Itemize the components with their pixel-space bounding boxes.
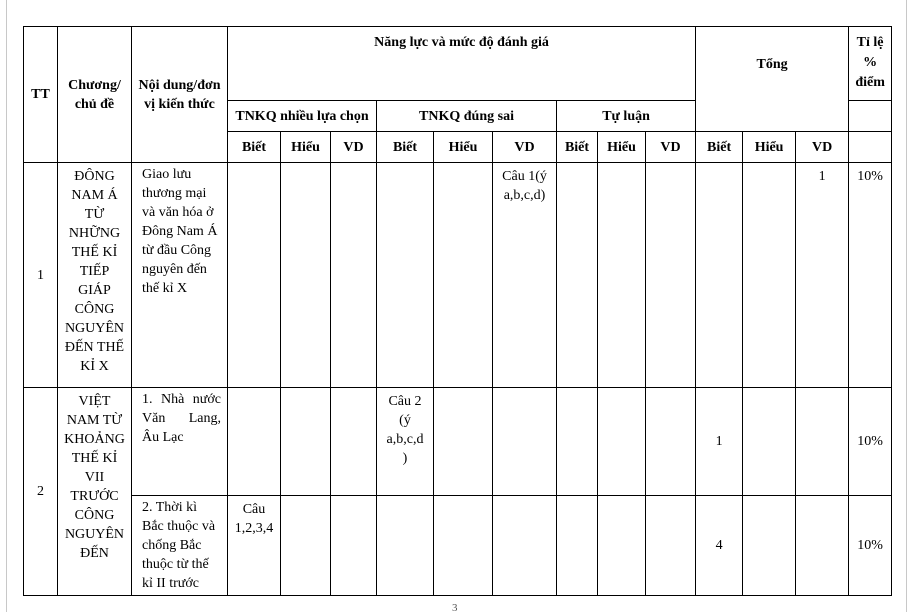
header-mcq-know: Biết bbox=[228, 132, 281, 163]
header-group-mcq: TNKQ nhiều lựa chọn bbox=[228, 101, 377, 132]
header-chapter: Chương/ chủ đề bbox=[58, 27, 132, 163]
row-total-apply: 1 bbox=[796, 163, 849, 388]
row-content: 2. Thời kì Bắc thuộc và chống Bắc thuộc từ thế kỉ II trước bbox=[132, 496, 228, 596]
header-ratio-empty-2 bbox=[849, 132, 892, 163]
page-right-edge bbox=[906, 0, 907, 612]
header-content: Nội dung/đơn vị kiến thức bbox=[132, 27, 228, 163]
header-total-know: Biết bbox=[696, 132, 743, 163]
assessment-matrix-table bbox=[23, 26, 892, 596]
row-total-know: 4 bbox=[696, 496, 743, 596]
row-chapter: ĐÔNG NAM Á TỪ NHỮNG THẾ KỈ TIẾP GIÁP CÔNG NGUYÊN ĐẾN THẾ KỈ X bbox=[58, 163, 132, 388]
page-number: 3 bbox=[452, 602, 458, 614]
table-row bbox=[24, 163, 892, 388]
row-ratio: 10% bbox=[849, 163, 892, 388]
header-essay-understand: Hiểu bbox=[598, 132, 646, 163]
table-row bbox=[24, 388, 892, 496]
header-essay-know: Biết bbox=[557, 132, 598, 163]
row-tf-apply: Câu 1(ý a,b,c,d) bbox=[493, 163, 557, 388]
table-row bbox=[24, 496, 892, 596]
header-group-true-false: TNKQ đúng sai bbox=[377, 101, 557, 132]
row-tt: 1 bbox=[24, 163, 58, 388]
header-total-understand: Hiểu bbox=[743, 132, 796, 163]
header-total: Tổng bbox=[696, 27, 849, 132]
header-tf-apply: VD bbox=[493, 132, 557, 163]
row-mcq-know: Câu 1,2,3,4 bbox=[228, 496, 281, 596]
header-tt: TT bbox=[24, 27, 58, 163]
row-total-know: 1 bbox=[696, 388, 743, 496]
row-ratio: 10% bbox=[849, 388, 892, 496]
header-tf-know: Biết bbox=[377, 132, 434, 163]
row-ratio: 10% bbox=[849, 496, 892, 596]
header-tf-understand: Hiểu bbox=[434, 132, 493, 163]
row-chapter: VIỆT NAM TỪ KHOẢNG THẾ KỈ VII TRƯỚC CÔNG NGUYÊN ĐẾN bbox=[58, 388, 132, 596]
header-total-apply: VD bbox=[796, 132, 849, 163]
row-tf-know: Câu 2 (ý a,b,c,d ) bbox=[377, 388, 434, 496]
row-tt: 2 bbox=[24, 388, 58, 596]
header-mcq-understand: Hiểu bbox=[281, 132, 331, 163]
header-essay-apply: VD bbox=[646, 132, 696, 163]
header-competency: Năng lực và mức độ đánh giá bbox=[228, 27, 696, 101]
header-ratio-empty bbox=[849, 101, 892, 132]
page-left-edge bbox=[6, 0, 7, 612]
row-content: Giao lưu thương mại và văn hóa ở Đông Nam Á từ đầu Công nguyên đến thế kỉ X bbox=[132, 163, 228, 388]
row-content: 1. Nhà nước Văn Lang, Âu Lạc bbox=[132, 388, 228, 496]
header-mcq-apply: VD bbox=[331, 132, 377, 163]
header-group-essay: Tự luận bbox=[557, 101, 696, 132]
header-ratio: Tỉ lệ % điểm bbox=[849, 27, 892, 101]
